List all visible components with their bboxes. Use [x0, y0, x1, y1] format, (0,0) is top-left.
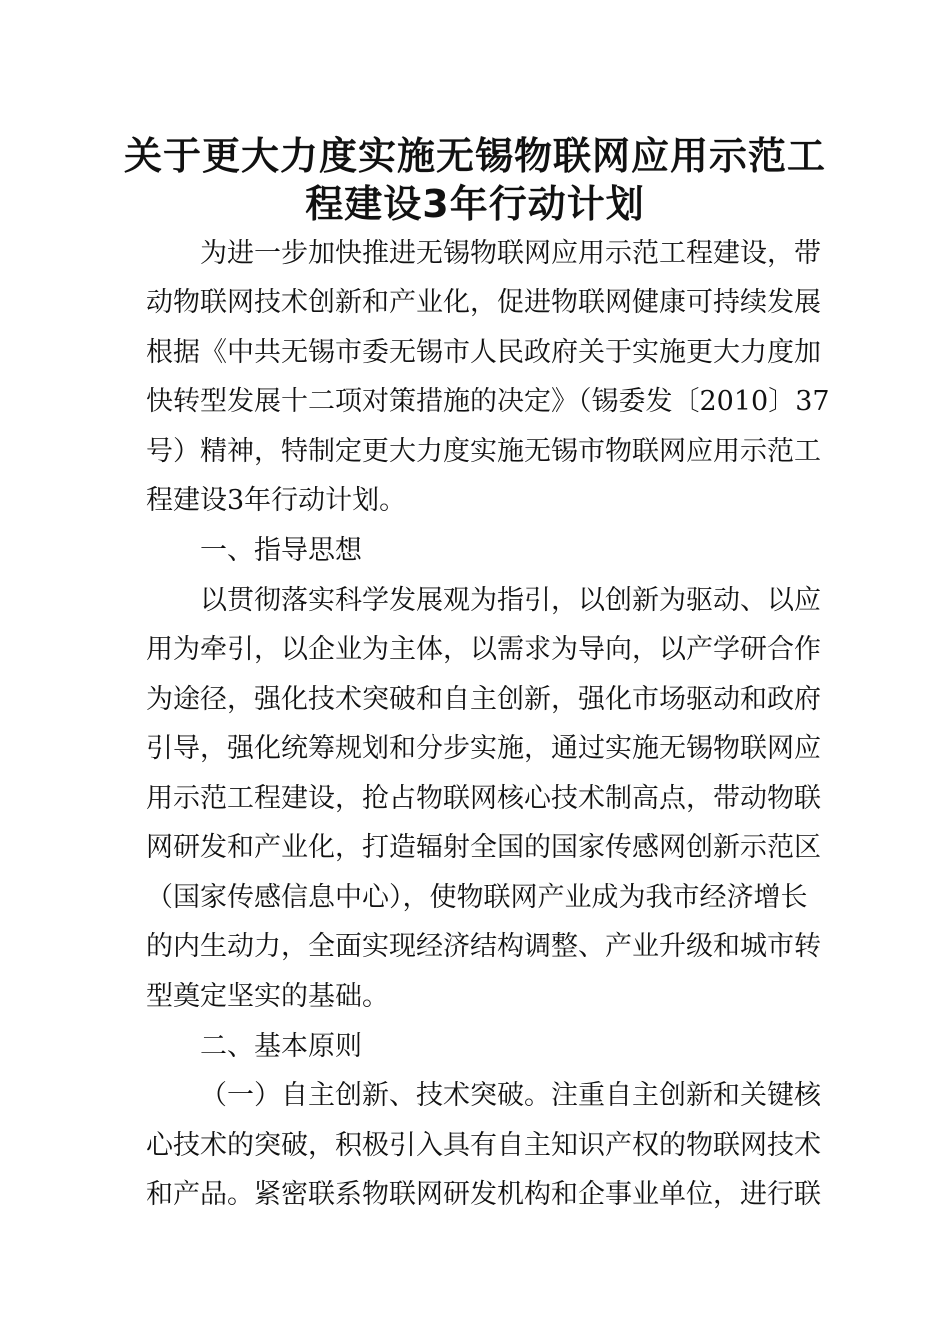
paragraph-line: 程建设3年行动计划。 — [146, 485, 407, 516]
paragraph-line: 网研发和产业化，打造辐射全国的国家传感网创新示范区 — [146, 832, 821, 863]
paragraph-line: 的内生动力，全面实现经济结构调整、产业升级和城市转 — [146, 931, 821, 962]
paragraph-line: 型奠定坚实的基础。 — [146, 981, 389, 1012]
section-heading: 一、指导思想 — [200, 535, 362, 566]
paragraph-line: 号）精神，特制定更大力度实施无锡市物联网应用示范工 — [146, 436, 821, 467]
paragraph-line: 以贯彻落实科学发展观为指引，以创新为驱动、以应 — [200, 585, 821, 616]
document-title-line-1: 关于更大力度实施无锡物联网应用示范工 — [123, 134, 826, 178]
paragraph-line: （国家传感信息中心），使物联网产业成为我市经济增长 — [146, 882, 808, 913]
paragraph-line: 根据《中共无锡市委无锡市人民政府关于实施更大力度加 — [146, 337, 821, 368]
paragraph-line: 为途径，强化技术突破和自主创新，强化市场驱动和政府 — [146, 684, 821, 715]
paragraph-line: 用示范工程建设，抢占物联网核心技术制高点，带动物联 — [146, 783, 821, 814]
paragraph-line: 为进一步加快推进无锡物联网应用示范工程建设，带 — [200, 238, 821, 269]
section-heading: 二、基本原则 — [200, 1031, 362, 1062]
paragraph-line: 快转型发展十二项对策措施的决定》（锡委发〔2010〕37 — [146, 386, 830, 417]
paragraph-line: 用为牵引，以企业为主体，以需求为导向，以产学研合作 — [146, 634, 821, 665]
document-title-line-2: 程建设3年行动计划 — [305, 182, 645, 226]
paragraph-line: 心技术的突破，积极引入具有自主知识产权的物联网技术 — [146, 1130, 821, 1161]
paragraph-line: 动物联网技术创新和产业化，促进物联网健康可持续发展 — [146, 287, 821, 318]
paragraph-line: 和产品。紧密联系物联网研发机构和企事业单位，进行联 — [146, 1179, 821, 1210]
paragraph-line: 引导，强化统筹规划和分步实施，通过实施无锡物联网应 — [146, 733, 821, 764]
paragraph-line: （一）自主创新、技术突破。注重自主创新和关键核 — [200, 1080, 821, 1111]
